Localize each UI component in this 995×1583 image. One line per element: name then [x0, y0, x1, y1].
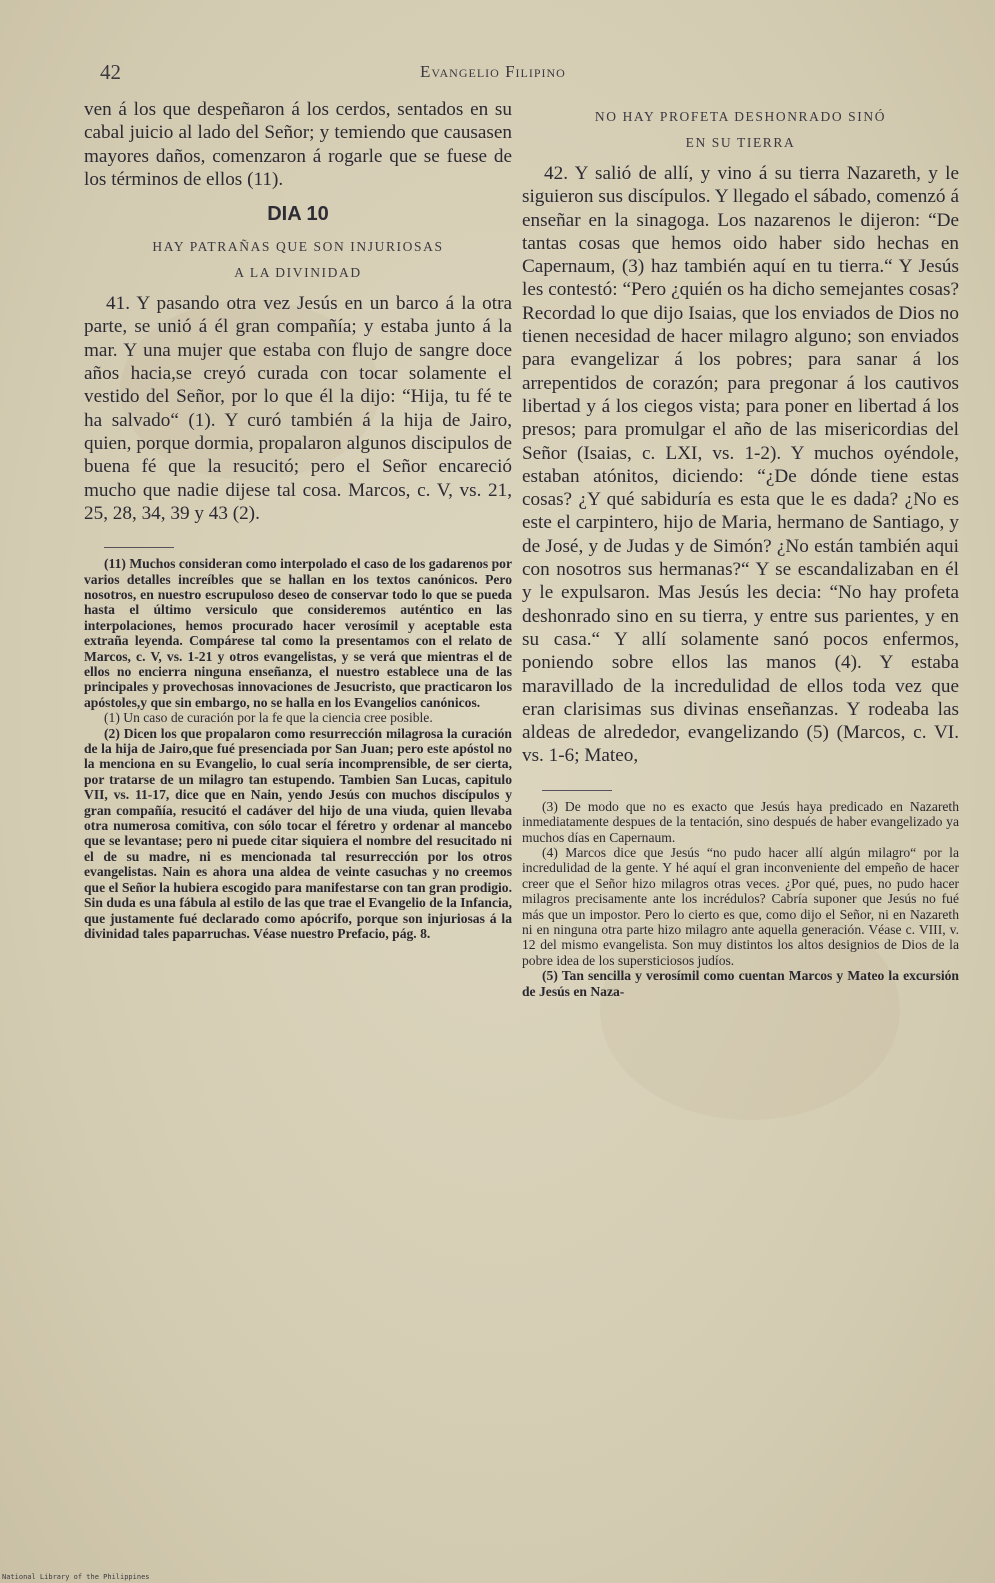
- footnote-rule: [104, 547, 174, 548]
- day-heading: DIA 10: [267, 203, 329, 226]
- section-heading-right: [522, 104, 959, 156]
- section-heading-line: A LA DIVINIDAD: [234, 265, 362, 281]
- paragraph-41: 41. Y pasando otra vez Jesús en un barco á la otra parte, se unió á él gran compañía; y estaba junto á la mar. Y una mujer que estaba con flujo de sangre doce años hacia,se creyó curada con tocar solamente el vestido del Señor, por lo que él la dijo: “Hija, tu fé te ha salvado“ (1). Y curó también á la hija de Jairo, quien, porque dormia, propalaron algunos discipulos de buena fé que la resucitó; pero el Señor encareció mucho que nadie dijese tal cosa. Marcos, c. V, vs. 21, 25, 28, 34, 39 y 43 (2).: [84, 293, 512, 524]
- paragraph-42: 42. Y salió de allí, y vino á su tierra Nazareth, y le siguieron sus discípulos. Y llegado el sábado, comenzó á enseñar en la sinagoga. Los nazarenos le dijeron: “De tantas cosas que hemos oido haber sido hechas en Capernaum, (3) haz también aquí en tu tierra.“ Y Jesús les contestó: “Pero ¿quién os ha dicho semejantes cosas? Recordad lo que dijo Isaias, que los enviados de Dios no tienen necesidad de hacer milagro alguno; son enviados para evangelizar á los pobres; para sanar á los arrepentidos de corazón; para pregonar á los cautivos libertad y á los ciegos vista; para poner en libertad á los presos; para promulgar el año de las misericordias del Señor (Isaias, c. LXI, vs. 1-2). Y muchos oyéndole, estaban atónitos, diciendo: “¿De dónde tiene estas cosas? ¿Y qué sabiduría es esta que le es dada? ¿No es este el carpintero, hijo de Maria, hermano de Santiago, y de José, y de Judas y de Simón? ¿No están también aqui con nosotros sus hermanas?“ Y se escandalizaban en él y le expulsaron. Mas Jesús les decia: “No hay profeta deshonrado sino en su tierra, y entre sus parientes, y en su casa.“ Y allí solamente sanó pocos enfermos, poniendo sobre ellos las manos (4). Y estaba maravillado de la incredulidad de ellos toda vez que eran clarisimas sus divinas enseñanzas. Y rodeaba las aldeas de alrededor, evangelizando (5) (Marcos, c. VI. vs. 1-6; Mateo,: [522, 163, 959, 767]
- section-heading-left: [84, 234, 512, 286]
- section-heading-line: EN SU TIERRA: [685, 135, 796, 150]
- footnote-3: (3) De modo que no es exacto que Jesús haya predicado en Nazareth inmediatamente despues de la tentación, sino después de haber evangelizado ya muchos días en Capernaum.: [522, 798, 959, 845]
- footnote-4: (4) Marcos dice que Jesús “no pudo hacer allí algún milagro“ por la incredulidad de la gente. Y hé aquí el gran inconveniente del empeño de hacer creer que el Señor hizo milagros otras veces. ¿Por qué, pues, no pudo hacer milagros precisamente ante los incrédulos? Cabría suponer que Jesús no fué más que un impostor. Pero lo cierto es que, como dijo el Señor, ni en Nazareth ni en ninguna otra parte hizo milagro ante aquella generación. Véase c. VIII, v. 12 del mismo evangelista. Son muy distintos los altos designios de Dios de la pobre idea de los supersticiosos judíos.: [522, 844, 959, 968]
- section-heading-line: HAY PATRAÑAS QUE SON INJURIOSAS: [152, 239, 444, 255]
- footnote-1: (1) Un caso de curación por la fe que la ciencia cree posible.: [104, 710, 433, 726]
- page-header: [0, 60, 995, 90]
- footnote-11: (11) Muchos consideran como interpolado el caso de los gadarenos por varios detalles increíbles que se hallan en los textos canónicos. Pero nosotros, en nuestro escrupuloso deseo de conservar todo lo que se pueda hasta el último versiculo que consideremos auténtico en las interpolaciones, hemos procurado hacer verosímil y aceptable esta extraña leyenda. Compárese tal como la presentamos con el relato de Marcos, c. V, vs. 1-21 y otros evangelistas, y se verá que mientras el de ellos no encierra ninguna enseñanza, el nuestro establece una de las principales y provechosas innovaciones de Jesucristo, que practicaron los apóstoles,y que sin embargo, no se halla en los Evangelios canónicos.: [84, 556, 512, 710]
- footnote-5: (5) Tan sencilla y verosímil como cuentan Marcos y Mateo la excursión de Jesús en Naza-: [522, 968, 959, 999]
- page-number: 42: [100, 60, 121, 84]
- running-title: Evangelio Filipino: [420, 62, 566, 81]
- library-credit: National Library of the Philippines: [2, 1573, 150, 1581]
- right-column: [522, 98, 959, 999]
- footnote-2: (2) Dicen los que propalaron como resurrección milagrosa la curación de la hija de Jairo,que fué presenciada por San Juan; pero este apóstol no la menciona en su Evangelio, lo cual sería incomprensible, de ser cierta, por tratarse de un milagro tan estupendo. Tambien San Lucas, capitulo VII, vs. 11-17, dice que en Nain, yendo Jesús con muchos discípulos y gran compañía, resucitó el cadáver del hijo de una viuda, quien llevaba otra numerosa comitiva, con sólo tocar el féretro y ordenar al mancebo que se levantase; pero ni puede citar siquiera el nombre del resucitado ni el de su madre, ni es mencionada tal resurrección por los otros evangelistas. Nain es ahora una aldea de veinte casuchas y no creemos que el Señor la hubiera escogido para manifestarse con tan gran prodigio. Sin duda es una fábula al estilo de las que trae el Evangelio de la Infancia, que justamente fué declarado como apócrifo, porque son injuriosas á la divinidad tales paparruchas. Véase nuestro Prefacio, pág. 8.: [84, 725, 512, 941]
- paragraph-intro: ven á los que despeñaron á los cerdos, sentados en su cabal juicio al lado del Señor; y temiendo que causasen mayores daños, comenzaron á rogarle que se fuese de los términos de ellos (11).: [84, 99, 512, 190]
- left-column: [84, 98, 512, 941]
- footnote-rule: [542, 790, 612, 791]
- right-footnotes: [522, 799, 959, 999]
- section-heading-line: NO HAY PROFETA DESHONRADO SINÓ: [594, 109, 887, 124]
